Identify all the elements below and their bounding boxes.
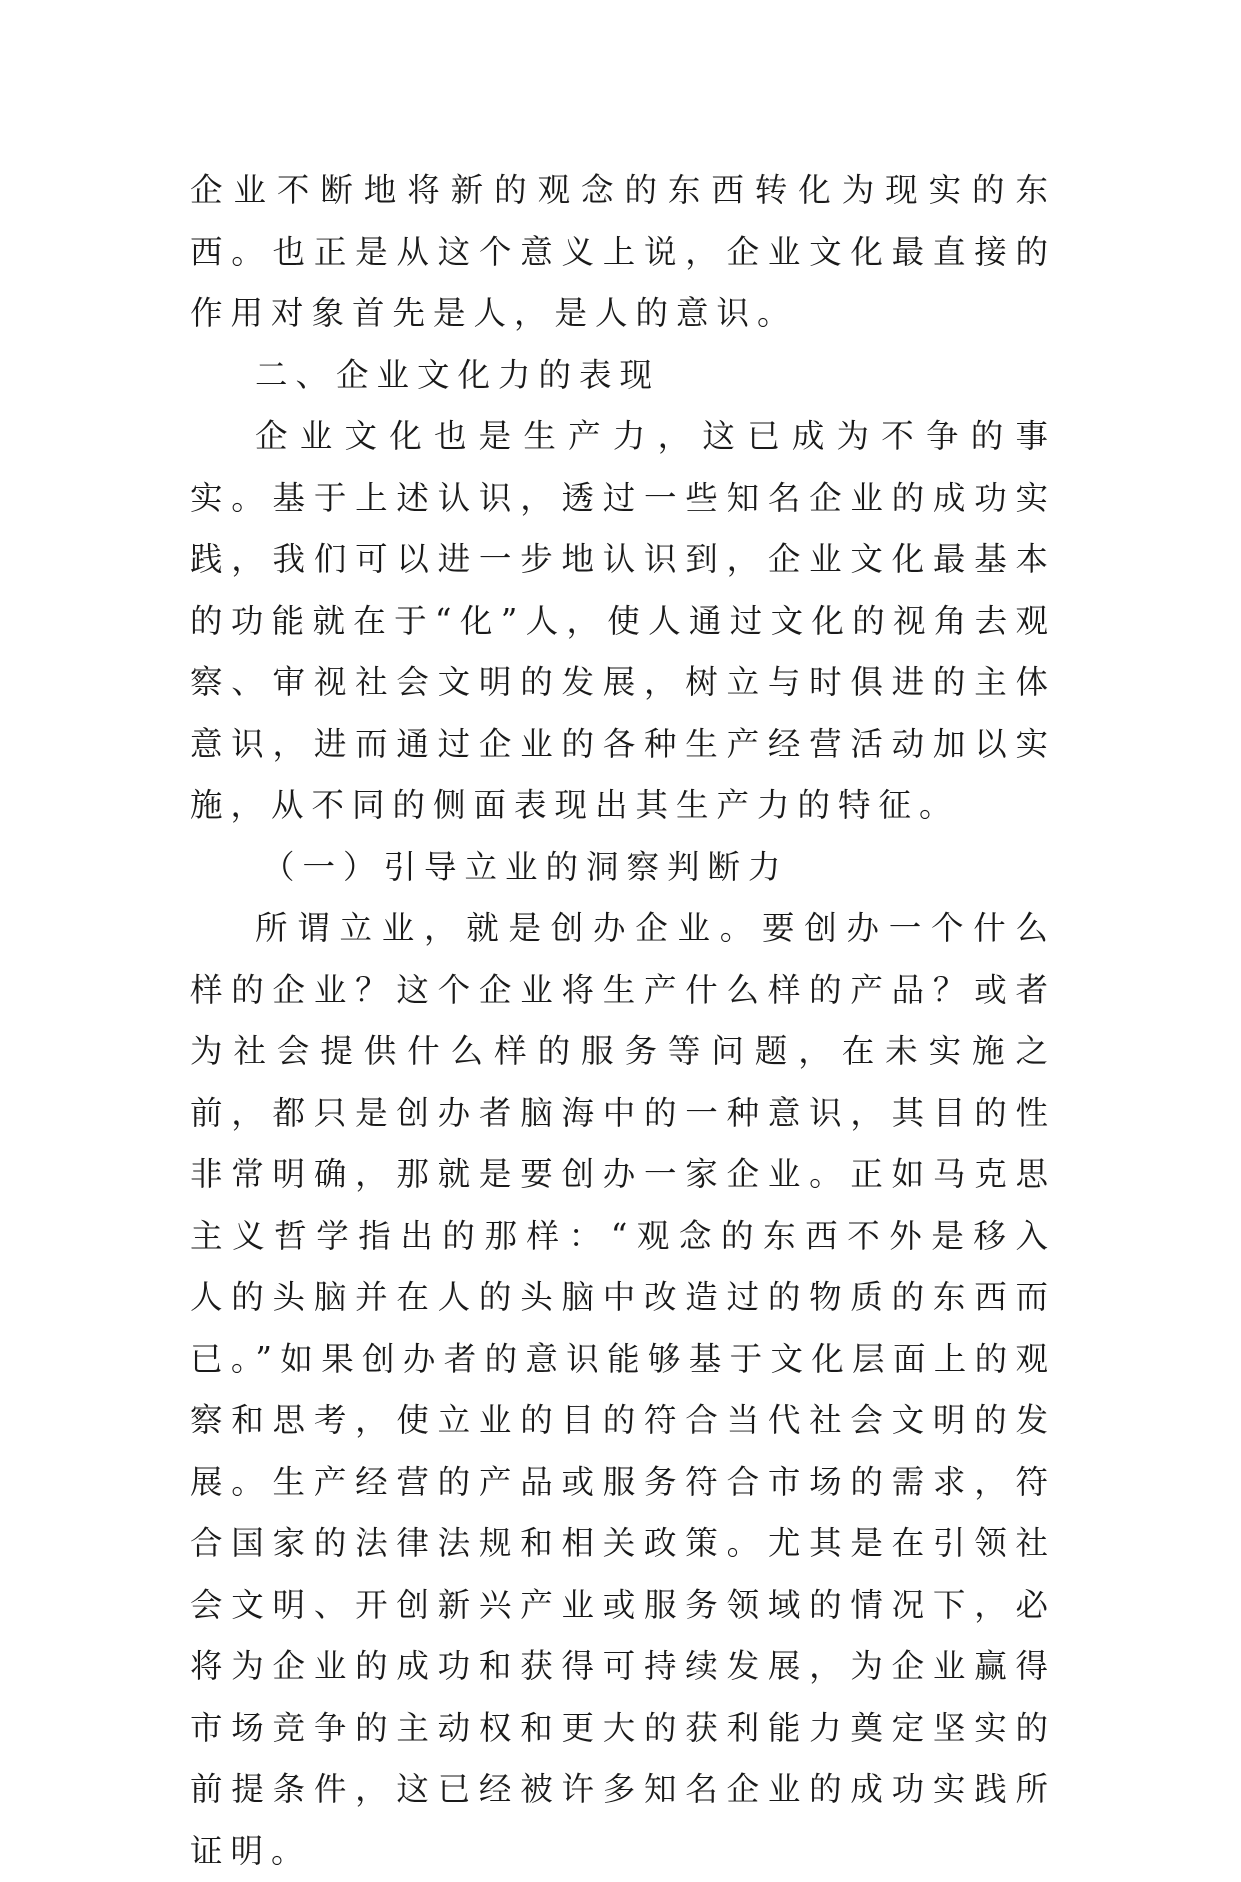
- paragraph-continuation: 企业不断地将新的观念的东西转化为现实的东西。也正是从这个意义上说，企业文化最直接的作用对象首先是人，是人的意识。: [190, 171, 1056, 332]
- section-heading: 二、企业文化力的表现: [255, 355, 661, 394]
- paragraph-body: 所谓立业，就是创办企业。要创办一个什么样的企业？这个企业将生产什么样的产品？或者为社会提供什么样的服务等问题，在未实施之前，都只是创办者脑海中的一种意识，其目的性非常明确，那就是要创办一家企业。正如马克思主义哲学指出的那样：“观念的东西不外是移入人的头脑并在人的头脑中改造过的物质的东西而已。”如果创办者的意识能够基于文化层面上的观察和思考，使立业的目的符合当代社会文明的发展。生产经营的产品或服务符合市场的需求，符合国家的法律法规和相关政策。尤其是在引领社会文明、开创新兴产业或服务领域的情况下，必将为企业的成功和获得可持续发展，为企业赢得市场竞争的主动权和更大的获利能力奠定坚实的前提条件，这已经被许多知名企业的成功实践所证明。: [190, 909, 1056, 1870]
- subsection-heading: （一）引导立业的洞察判断力: [262, 847, 789, 886]
- paragraph-body: 企业文化也是生产力，这已成为不争的事实。基于上述认识，透过一些知名企业的成功实践，我们可以进一步地认识到，企业文化最基本的功能就在于“化”人，使人通过文化的视角去观察、审视社会文明的发展，树立与时俱进的主体意识，进而通过企业的各种生产经营活动加以实施，从不同的侧面表现出其生产力的特征。: [190, 417, 1056, 824]
- document-body: [190, 160, 1056, 1882]
